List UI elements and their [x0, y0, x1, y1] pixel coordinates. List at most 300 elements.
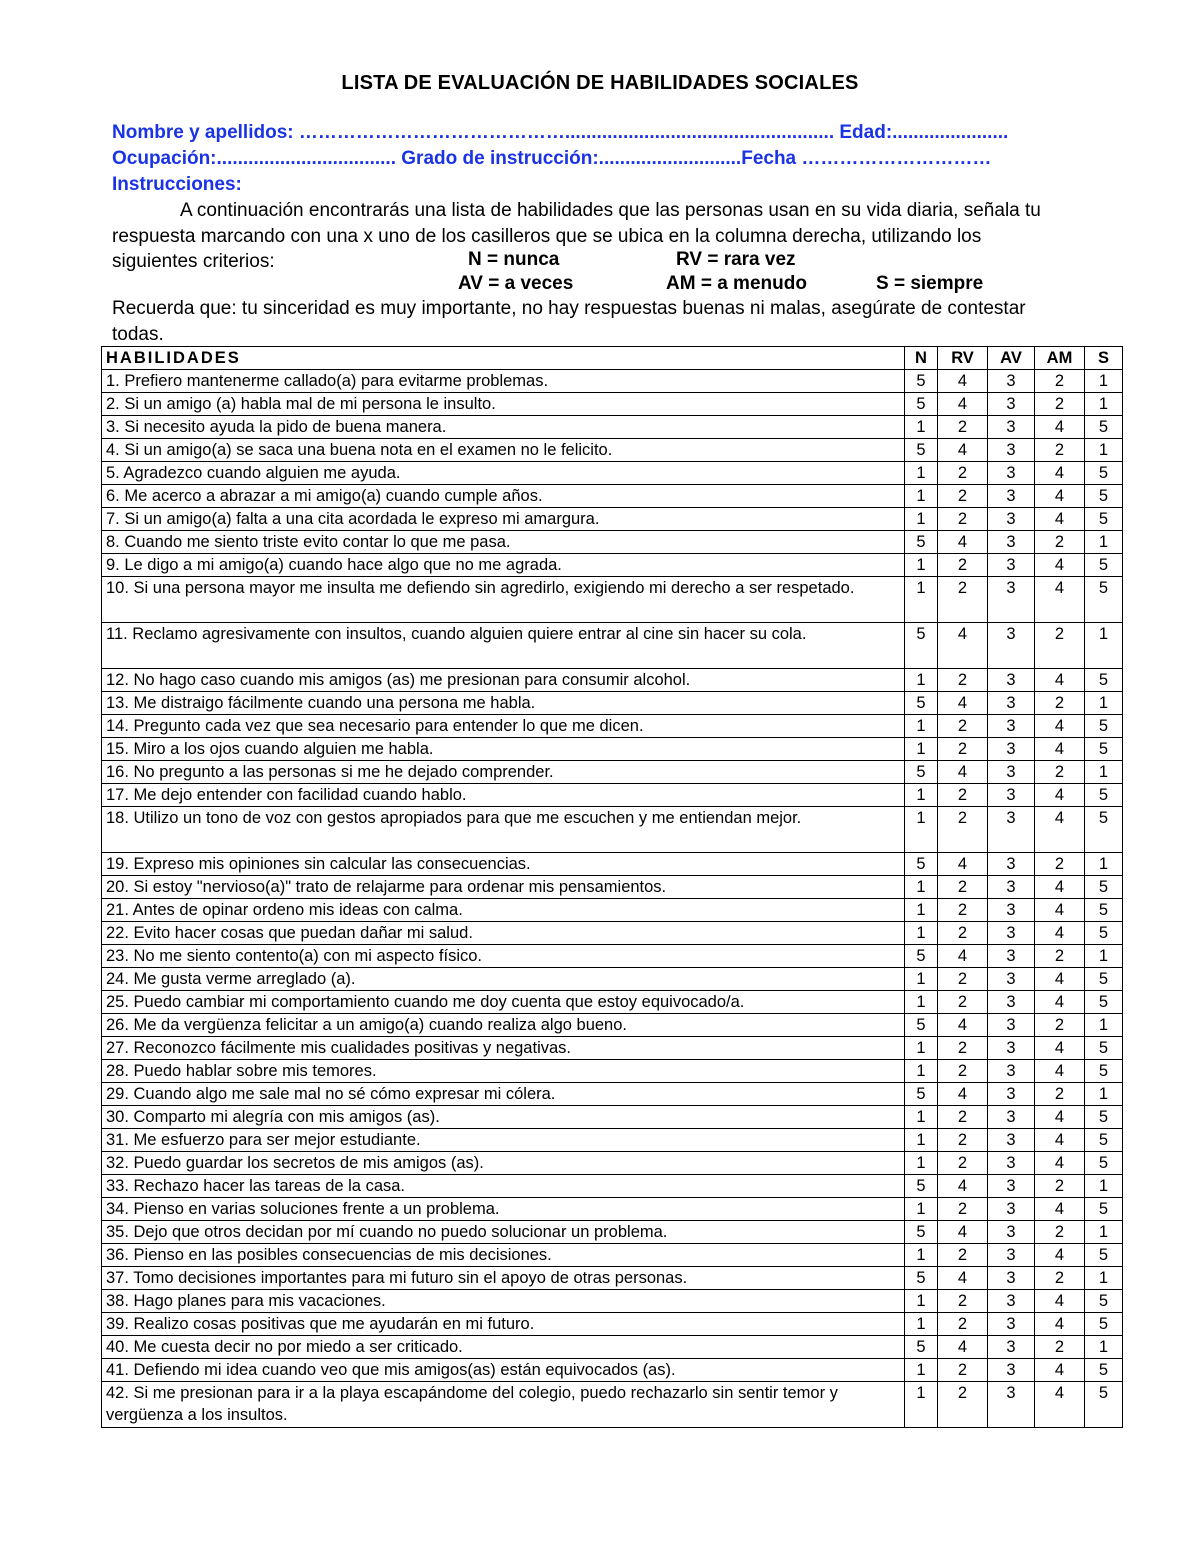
- score-cell[interactable]: 1: [1085, 623, 1123, 669]
- score-cell[interactable]: 1: [905, 1382, 938, 1428]
- table-row: [102, 1014, 1123, 1037]
- score-cell[interactable]: 3: [988, 577, 1035, 623]
- score-cell[interactable]: 5: [1085, 669, 1123, 692]
- score-cell[interactable]: 3: [988, 1129, 1035, 1152]
- score-cell[interactable]: 2: [938, 508, 988, 531]
- skill-item-text: 2. Si un amigo (a) habla mal de mi persona le insulto.: [102, 393, 905, 416]
- score-cell[interactable]: 3: [988, 370, 1035, 393]
- score-cell[interactable]: 4: [1035, 922, 1085, 945]
- score-cell[interactable]: 1: [905, 991, 938, 1014]
- score-cell[interactable]: 2: [1035, 623, 1085, 669]
- table-row: [102, 669, 1123, 692]
- score-cell[interactable]: 4: [1035, 669, 1085, 692]
- score-cell[interactable]: 2: [938, 1129, 988, 1152]
- score-cell[interactable]: 3: [988, 416, 1035, 439]
- score-cell[interactable]: 4: [938, 1221, 988, 1244]
- score-cell[interactable]: 4: [938, 945, 988, 968]
- score-cell[interactable]: 5: [905, 531, 938, 554]
- score-cell[interactable]: 2: [1035, 1175, 1085, 1198]
- table-row: [102, 922, 1123, 945]
- score-cell[interactable]: 1: [1085, 945, 1123, 968]
- table-header-row: [102, 347, 1123, 370]
- score-cell[interactable]: 3: [988, 1221, 1035, 1244]
- score-cell[interactable]: 3: [988, 1060, 1035, 1083]
- table-row: [102, 531, 1123, 554]
- score-cell[interactable]: 1: [1085, 1221, 1123, 1244]
- skill-item-text: 34. Pienso en varias soluciones frente a un problema.: [102, 1198, 905, 1221]
- criterion-av: AV = a veces: [458, 273, 574, 294]
- skill-item-text: 25. Puedo cambiar mi comportamiento cuando me doy cuenta que estoy equivocado/a.: [102, 991, 905, 1014]
- score-cell[interactable]: 5: [1085, 508, 1123, 531]
- skill-item-text: 10. Si una persona mayor me insulta me defiendo sin agredirlo, exigiendo mi derecho a ser respetado.: [102, 577, 905, 623]
- score-cell[interactable]: 5: [905, 1267, 938, 1290]
- score-cell[interactable]: 4: [1035, 968, 1085, 991]
- score-cell[interactable]: 4: [1035, 876, 1085, 899]
- score-cell[interactable]: 3: [988, 1267, 1035, 1290]
- skill-item-text: 40. Me cuesta decir no por miedo a ser criticado.: [102, 1336, 905, 1359]
- skill-item-text: 22. Evito hacer cosas que puedan dañar mi salud.: [102, 922, 905, 945]
- score-cell[interactable]: 5: [1085, 1290, 1123, 1313]
- score-cell[interactable]: 1: [1085, 853, 1123, 876]
- score-cell[interactable]: 3: [988, 715, 1035, 738]
- skill-item-text: 14. Pregunto cada vez que sea necesario para entender lo que me dicen.: [102, 715, 905, 738]
- score-cell[interactable]: 4: [1035, 554, 1085, 577]
- score-cell[interactable]: 3: [988, 531, 1035, 554]
- score-cell[interactable]: 2: [1035, 393, 1085, 416]
- score-cell[interactable]: 5: [1085, 715, 1123, 738]
- score-cell[interactable]: 5: [1085, 968, 1123, 991]
- score-cell[interactable]: 2: [938, 1106, 988, 1129]
- score-cell[interactable]: 4: [938, 1336, 988, 1359]
- score-cell[interactable]: 5: [905, 692, 938, 715]
- score-cell[interactable]: 1: [905, 416, 938, 439]
- score-cell[interactable]: 5: [1085, 462, 1123, 485]
- table-row: [102, 485, 1123, 508]
- skill-item-text: 23. No me siento contento(a) con mi aspecto físico.: [102, 945, 905, 968]
- score-cell[interactable]: 5: [1085, 554, 1123, 577]
- score-cell[interactable]: 4: [938, 370, 988, 393]
- score-cell[interactable]: 5: [1085, 577, 1123, 623]
- instructions-label: Instrucciones:: [112, 174, 242, 195]
- table-row: [102, 784, 1123, 807]
- score-cell[interactable]: 2: [938, 1290, 988, 1313]
- score-cell[interactable]: 1: [1085, 761, 1123, 784]
- table-row: [102, 853, 1123, 876]
- score-cell[interactable]: 1: [905, 462, 938, 485]
- score-cell[interactable]: 1: [905, 508, 938, 531]
- score-cell[interactable]: 1: [1085, 1336, 1123, 1359]
- score-cell[interactable]: 1: [905, 807, 938, 853]
- table-row: [102, 991, 1123, 1014]
- score-cell[interactable]: 3: [988, 968, 1035, 991]
- score-cell[interactable]: 5: [1085, 1198, 1123, 1221]
- skill-item-text: 6. Me acerco a abrazar a mi amigo(a) cuando cumple años.: [102, 485, 905, 508]
- score-cell[interactable]: 5: [1085, 1152, 1123, 1175]
- table-row: [102, 623, 1123, 669]
- skill-item-text: 35. Dejo que otros decidan por mí cuando no puedo solucionar un problema.: [102, 1221, 905, 1244]
- score-cell[interactable]: 5: [1085, 1244, 1123, 1267]
- table-row: [102, 370, 1123, 393]
- score-cell[interactable]: 3: [988, 393, 1035, 416]
- score-cell[interactable]: 1: [905, 968, 938, 991]
- score-cell[interactable]: 2: [938, 1313, 988, 1336]
- skill-item-text: 17. Me dejo entender con facilidad cuando hablo.: [102, 784, 905, 807]
- score-cell[interactable]: 2: [1035, 853, 1085, 876]
- skill-item-text: 36. Pienso en las posibles consecuencias de mis decisiones.: [102, 1244, 905, 1267]
- score-cell[interactable]: 3: [988, 922, 1035, 945]
- score-cell[interactable]: 4: [938, 531, 988, 554]
- table-row: [102, 1382, 1123, 1428]
- score-cell[interactable]: 1: [905, 577, 938, 623]
- score-cell[interactable]: 2: [938, 1152, 988, 1175]
- score-cell[interactable]: 4: [938, 1175, 988, 1198]
- score-cell[interactable]: 2: [938, 485, 988, 508]
- skill-item-text: 16. No pregunto a las personas si me he dejado comprender.: [102, 761, 905, 784]
- score-cell[interactable]: 4: [1035, 416, 1085, 439]
- score-cell[interactable]: 2: [1035, 1083, 1085, 1106]
- score-cell[interactable]: 1: [905, 1290, 938, 1313]
- reminder-paragraph: Recuerda que: tu sinceridad es muy importante, no hay respuestas buenas ni malas, asegúrate de contestar todas.: [112, 298, 1026, 345]
- score-cell[interactable]: 1: [905, 1313, 938, 1336]
- score-cell[interactable]: 4: [1035, 1152, 1085, 1175]
- score-cell[interactable]: 2: [938, 416, 988, 439]
- score-cell[interactable]: 5: [905, 945, 938, 968]
- score-cell[interactable]: 1: [905, 1152, 938, 1175]
- skill-item-text: 1. Prefiero mantenerme callado(a) para evitarme problemas.: [102, 370, 905, 393]
- skill-item-text: 30. Comparto mi alegría con mis amigos (as).: [102, 1106, 905, 1129]
- score-cell[interactable]: 4: [1035, 1359, 1085, 1382]
- table-row: [102, 1221, 1123, 1244]
- score-cell[interactable]: 3: [988, 669, 1035, 692]
- score-cell[interactable]: 2: [1035, 1267, 1085, 1290]
- score-cell[interactable]: 3: [988, 508, 1035, 531]
- score-cell[interactable]: 5: [905, 761, 938, 784]
- header-n: N: [905, 347, 938, 370]
- table-row: [102, 1152, 1123, 1175]
- score-cell[interactable]: 2: [1035, 439, 1085, 462]
- score-cell[interactable]: 3: [988, 1359, 1035, 1382]
- score-cell[interactable]: 2: [938, 922, 988, 945]
- score-cell[interactable]: 3: [988, 1336, 1035, 1359]
- score-cell[interactable]: 5: [905, 439, 938, 462]
- score-cell[interactable]: 2: [938, 991, 988, 1014]
- score-cell[interactable]: 4: [1035, 1129, 1085, 1152]
- score-cell[interactable]: 3: [988, 1083, 1035, 1106]
- occupation-education-date-field-line: Ocupación:.................................. Grado de instrucción:...........................Fecha …………………………: [112, 148, 992, 169]
- score-cell[interactable]: 5: [905, 1221, 938, 1244]
- score-cell[interactable]: 1: [1085, 1083, 1123, 1106]
- score-cell[interactable]: 2: [938, 1060, 988, 1083]
- score-cell[interactable]: 4: [1035, 462, 1085, 485]
- score-cell[interactable]: 5: [1085, 899, 1123, 922]
- score-cell[interactable]: 1: [905, 1129, 938, 1152]
- score-cell[interactable]: 4: [1035, 991, 1085, 1014]
- score-cell[interactable]: 3: [988, 623, 1035, 669]
- score-cell[interactable]: 2: [1035, 1336, 1085, 1359]
- skill-item-text: 29. Cuando algo me sale mal no sé cómo expresar mi cólera.: [102, 1083, 905, 1106]
- score-cell[interactable]: 1: [905, 922, 938, 945]
- score-cell[interactable]: 3: [988, 1198, 1035, 1221]
- score-cell[interactable]: 1: [905, 1359, 938, 1382]
- score-cell[interactable]: 2: [1035, 1221, 1085, 1244]
- table-row: [102, 508, 1123, 531]
- score-cell[interactable]: 5: [905, 623, 938, 669]
- score-cell[interactable]: 3: [988, 1382, 1035, 1428]
- score-cell[interactable]: 3: [988, 899, 1035, 922]
- table-row: [102, 393, 1123, 416]
- score-cell[interactable]: 5: [1085, 738, 1123, 761]
- score-cell[interactable]: 3: [988, 485, 1035, 508]
- skill-item-text: 32. Puedo guardar los secretos de mis amigos (as).: [102, 1152, 905, 1175]
- skill-item-text: 42. Si me presionan para ir a la playa escapándome del colegio, puedo rechazarlo sin sentir temor y vergüenza a los insultos.: [102, 1382, 905, 1428]
- score-cell[interactable]: 5: [905, 370, 938, 393]
- table-row: [102, 1244, 1123, 1267]
- score-cell[interactable]: 3: [988, 945, 1035, 968]
- score-cell[interactable]: 5: [1085, 485, 1123, 508]
- score-cell[interactable]: 1: [1085, 1175, 1123, 1198]
- score-cell[interactable]: 2: [938, 1382, 988, 1428]
- score-cell[interactable]: 1: [905, 1244, 938, 1267]
- score-cell[interactable]: 2: [938, 1037, 988, 1060]
- score-cell[interactable]: 5: [1085, 1129, 1123, 1152]
- score-cell[interactable]: 4: [1035, 1106, 1085, 1129]
- score-cell[interactable]: 2: [938, 807, 988, 853]
- table-row: [102, 1060, 1123, 1083]
- score-cell[interactable]: 5: [1085, 784, 1123, 807]
- table-row: [102, 1359, 1123, 1382]
- score-cell[interactable]: 5: [905, 853, 938, 876]
- score-cell[interactable]: 1: [1085, 1267, 1123, 1290]
- score-cell[interactable]: 1: [905, 554, 938, 577]
- score-cell[interactable]: 1: [1085, 393, 1123, 416]
- criterion-rv: RV = rara vez: [676, 249, 796, 270]
- score-cell[interactable]: 2: [938, 554, 988, 577]
- skill-item-text: 37. Tomo decisiones importantes para mi futuro sin el apoyo de otras personas.: [102, 1267, 905, 1290]
- score-cell[interactable]: 3: [988, 807, 1035, 853]
- skill-item-text: 21. Antes de opinar ordeno mis ideas con calma.: [102, 899, 905, 922]
- score-cell[interactable]: 4: [1035, 1244, 1085, 1267]
- skill-item-text: 12. No hago caso cuando mis amigos (as) me presionan para consumir alcohol.: [102, 669, 905, 692]
- criterion-s: S = siempre: [876, 273, 984, 294]
- score-cell[interactable]: 3: [988, 1106, 1035, 1129]
- score-cell[interactable]: 4: [1035, 485, 1085, 508]
- table-row: [102, 761, 1123, 784]
- score-cell[interactable]: 4: [938, 853, 988, 876]
- score-cell[interactable]: 5: [1085, 1359, 1123, 1382]
- score-cell[interactable]: 1: [1085, 1014, 1123, 1037]
- skill-item-text: 38. Hago planes para mis vacaciones.: [102, 1290, 905, 1313]
- score-cell[interactable]: 2: [938, 715, 988, 738]
- score-cell[interactable]: 2: [1035, 692, 1085, 715]
- score-cell[interactable]: 2: [938, 738, 988, 761]
- skill-item-text: 39. Realizo cosas positivas que me ayudarán en mi futuro.: [102, 1313, 905, 1336]
- score-cell[interactable]: 2: [938, 1244, 988, 1267]
- score-cell[interactable]: 3: [988, 761, 1035, 784]
- table-row: [102, 1083, 1123, 1106]
- score-cell[interactable]: 3: [988, 1037, 1035, 1060]
- score-cell[interactable]: 3: [988, 554, 1035, 577]
- score-cell[interactable]: 2: [938, 876, 988, 899]
- score-cell[interactable]: 5: [1085, 1313, 1123, 1336]
- header-av: AV: [988, 347, 1035, 370]
- score-cell[interactable]: 1: [905, 485, 938, 508]
- score-cell[interactable]: 5: [1085, 1382, 1123, 1428]
- score-cell[interactable]: 1: [905, 1060, 938, 1083]
- score-cell[interactable]: 2: [938, 968, 988, 991]
- score-cell[interactable]: 4: [1035, 738, 1085, 761]
- score-cell[interactable]: 2: [1035, 370, 1085, 393]
- skill-item-text: 18. Utilizo un tono de voz con gestos apropiados para que me escuchen y me entiendan mejor.: [102, 807, 905, 853]
- score-cell[interactable]: 2: [1035, 761, 1085, 784]
- table-row: [102, 439, 1123, 462]
- score-cell[interactable]: 3: [988, 1014, 1035, 1037]
- score-cell[interactable]: 5: [1085, 922, 1123, 945]
- skill-item-text: 20. Si estoy "nervioso(a)" trato de relajarme para ordenar mis pensamientos.: [102, 876, 905, 899]
- score-cell[interactable]: 1: [905, 738, 938, 761]
- page-title: LISTA DE EVALUACIÓN DE HABILIDADES SOCIALES: [341, 72, 859, 94]
- skill-item-text: 8. Cuando me siento triste evito contar lo que me pasa.: [102, 531, 905, 554]
- score-cell[interactable]: 4: [938, 393, 988, 416]
- table-row: [102, 1336, 1123, 1359]
- table-row: [102, 899, 1123, 922]
- score-cell[interactable]: 3: [988, 738, 1035, 761]
- score-cell[interactable]: 4: [1035, 784, 1085, 807]
- score-cell[interactable]: 5: [1085, 1037, 1123, 1060]
- score-cell[interactable]: 4: [1035, 1037, 1085, 1060]
- score-cell[interactable]: 1: [1085, 370, 1123, 393]
- score-cell[interactable]: 3: [988, 1244, 1035, 1267]
- score-cell[interactable]: 5: [1085, 876, 1123, 899]
- skill-item-text: 31. Me esfuerzo para ser mejor estudiante.: [102, 1129, 905, 1152]
- criterion-n: N = nunca: [468, 249, 560, 270]
- score-cell[interactable]: 2: [938, 899, 988, 922]
- score-cell[interactable]: 4: [938, 439, 988, 462]
- score-cell[interactable]: 2: [938, 784, 988, 807]
- score-cell[interactable]: 5: [905, 1336, 938, 1359]
- score-cell[interactable]: 1: [905, 876, 938, 899]
- score-cell[interactable]: 4: [938, 761, 988, 784]
- score-cell[interactable]: 5: [1085, 1060, 1123, 1083]
- score-cell[interactable]: 1: [905, 1198, 938, 1221]
- score-cell[interactable]: 3: [988, 876, 1035, 899]
- score-cell[interactable]: 4: [1035, 1060, 1085, 1083]
- score-cell[interactable]: 3: [988, 692, 1035, 715]
- score-cell[interactable]: 2: [938, 669, 988, 692]
- score-cell[interactable]: 4: [1035, 1313, 1085, 1336]
- score-cell[interactable]: 2: [938, 577, 988, 623]
- score-cell[interactable]: 1: [905, 899, 938, 922]
- table-row: [102, 416, 1123, 439]
- table-body: [102, 370, 1123, 1428]
- score-cell[interactable]: 5: [1085, 807, 1123, 853]
- score-cell[interactable]: 3: [988, 1152, 1035, 1175]
- score-cell[interactable]: 1: [1085, 692, 1123, 715]
- score-cell[interactable]: 4: [938, 1083, 988, 1106]
- score-cell[interactable]: 4: [938, 1014, 988, 1037]
- score-cell[interactable]: 1: [905, 784, 938, 807]
- score-cell[interactable]: 4: [1035, 577, 1085, 623]
- table-row: [102, 462, 1123, 485]
- score-cell[interactable]: 5: [905, 1175, 938, 1198]
- score-cell[interactable]: 5: [1085, 991, 1123, 1014]
- score-cell[interactable]: 4: [1035, 1198, 1085, 1221]
- skill-item-text: 33. Rechazo hacer las tareas de la casa.: [102, 1175, 905, 1198]
- table-row: [102, 876, 1123, 899]
- table-row: [102, 715, 1123, 738]
- score-cell[interactable]: 4: [1035, 508, 1085, 531]
- table-row: [102, 692, 1123, 715]
- score-cell[interactable]: 2: [1035, 945, 1085, 968]
- table-row: [102, 1129, 1123, 1152]
- score-cell[interactable]: 4: [938, 1267, 988, 1290]
- skill-item-text: 26. Me da vergüenza felicitar a un amigo(a) cuando realiza algo bueno.: [102, 1014, 905, 1037]
- score-cell[interactable]: 5: [1085, 1106, 1123, 1129]
- score-cell[interactable]: 1: [1085, 531, 1123, 554]
- score-cell[interactable]: 2: [1035, 531, 1085, 554]
- skill-item-text: 19. Expreso mis opiniones sin calcular las consecuencias.: [102, 853, 905, 876]
- table-row: [102, 1175, 1123, 1198]
- header-am: AM: [1035, 347, 1085, 370]
- score-cell[interactable]: 1: [1085, 439, 1123, 462]
- score-cell[interactable]: 4: [1035, 1290, 1085, 1313]
- score-cell[interactable]: 4: [1035, 899, 1085, 922]
- score-cell[interactable]: 3: [988, 991, 1035, 1014]
- table-row: [102, 807, 1123, 853]
- score-cell[interactable]: 3: [988, 853, 1035, 876]
- score-cell[interactable]: 3: [988, 462, 1035, 485]
- score-cell[interactable]: 2: [938, 462, 988, 485]
- criterion-am: AM = a menudo: [666, 273, 807, 294]
- header-s: S: [1085, 347, 1123, 370]
- skill-item-text: 9. Le digo a mi amigo(a) cuando hace algo que no me agrada.: [102, 554, 905, 577]
- score-cell[interactable]: 4: [1035, 1382, 1085, 1428]
- score-cell[interactable]: 3: [988, 1175, 1035, 1198]
- score-cell[interactable]: 4: [938, 623, 988, 669]
- name-age-field-line: Nombre y apellidos: ……………………………………................................................... Edad:......................: [112, 122, 1009, 143]
- skill-item-text: 24. Me gusta verme arreglado (a).: [102, 968, 905, 991]
- header-rv: RV: [938, 347, 988, 370]
- score-cell[interactable]: 4: [1035, 807, 1085, 853]
- score-cell[interactable]: 1: [905, 669, 938, 692]
- score-cell[interactable]: 1: [905, 715, 938, 738]
- score-cell[interactable]: 2: [938, 1359, 988, 1382]
- score-cell[interactable]: 4: [1035, 715, 1085, 738]
- score-cell[interactable]: 1: [905, 1106, 938, 1129]
- score-cell[interactable]: 2: [1035, 1014, 1085, 1037]
- score-cell[interactable]: 5: [905, 393, 938, 416]
- header-habilidades: HABILIDADES: [102, 347, 905, 370]
- skill-item-text: 11. Reclamo agresivamente con insultos, cuando alguien quiere entrar al cine sin hacer su cola.: [102, 623, 905, 669]
- table-row: [102, 968, 1123, 991]
- score-cell[interactable]: 1: [905, 1037, 938, 1060]
- skill-item-text: 28. Puedo hablar sobre mis temores.: [102, 1060, 905, 1083]
- score-cell[interactable]: 3: [988, 1290, 1035, 1313]
- skill-item-text: 15. Miro a los ojos cuando alguien me habla.: [102, 738, 905, 761]
- score-cell[interactable]: 3: [988, 784, 1035, 807]
- score-cell[interactable]: 2: [938, 1198, 988, 1221]
- score-cell[interactable]: 5: [905, 1083, 938, 1106]
- table-row: [102, 1106, 1123, 1129]
- score-cell[interactable]: 5: [1085, 416, 1123, 439]
- score-cell[interactable]: 3: [988, 439, 1035, 462]
- table-row: [102, 945, 1123, 968]
- score-cell[interactable]: 3: [988, 1313, 1035, 1336]
- score-cell[interactable]: 5: [905, 1014, 938, 1037]
- table-row: [102, 738, 1123, 761]
- score-cell[interactable]: 4: [938, 692, 988, 715]
- skill-item-text: 3. Si necesito ayuda la pido de buena manera.: [102, 416, 905, 439]
- table-row: [102, 554, 1123, 577]
